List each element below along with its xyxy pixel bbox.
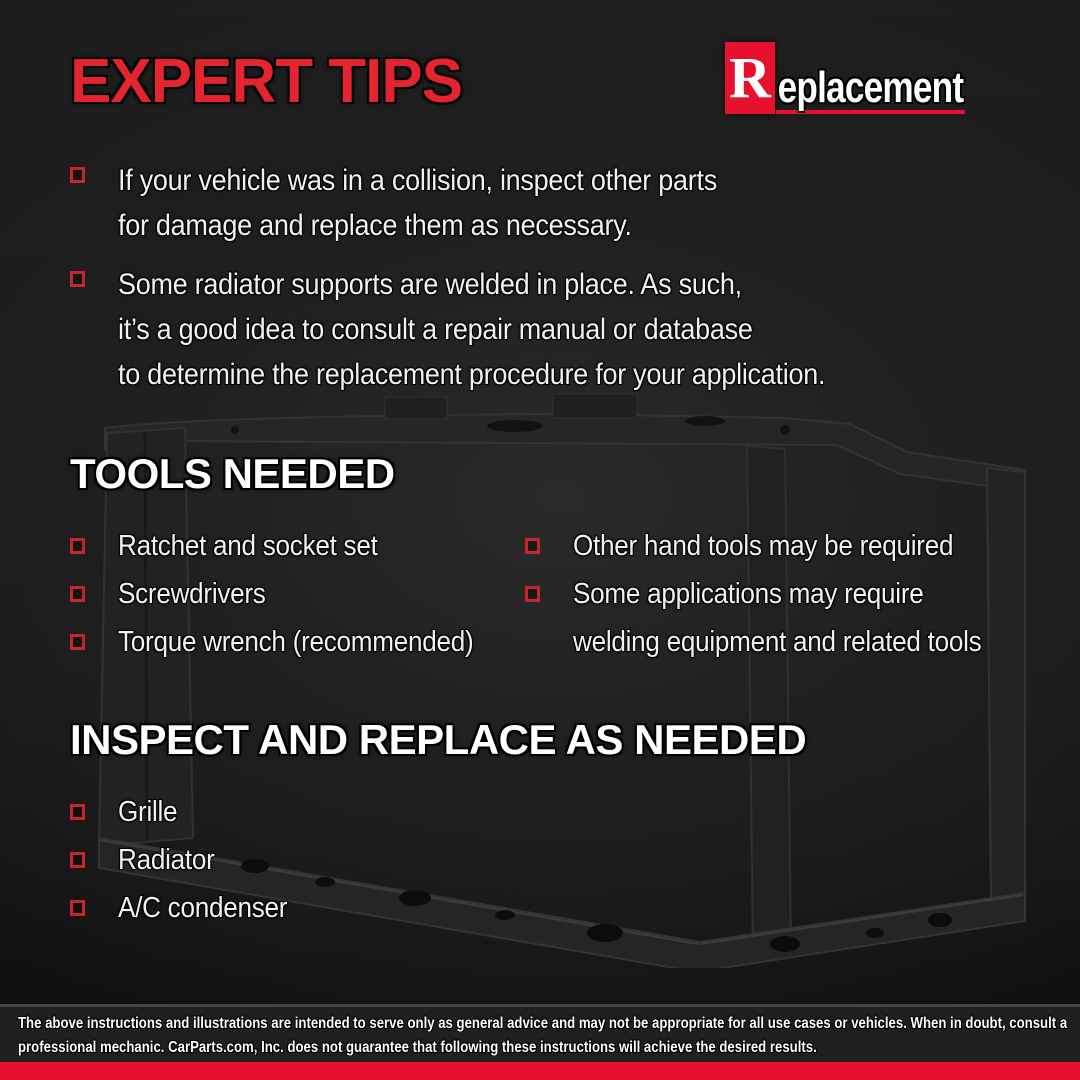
inspect-item xyxy=(70,884,306,932)
tool-item xyxy=(525,570,1040,618)
tool-item xyxy=(70,522,525,570)
inspect-item xyxy=(70,788,306,836)
tools-column-left xyxy=(70,522,525,666)
replacement-logo xyxy=(725,42,1012,114)
bullet-square-icon xyxy=(70,634,85,650)
replacement-logo-r: R xyxy=(728,45,771,110)
bullet-square-icon xyxy=(70,538,85,554)
bullet-square-icon xyxy=(525,538,540,554)
disclaimer-text-line: The above instructions and illustrations are intended to serve only as general advice and may not be appropriate for all use cases or vehicles. When in doubt, consult a xyxy=(18,1015,1068,1032)
tool-label: Screwdrivers xyxy=(118,578,266,610)
tool-label: Torque wrench (recommended) xyxy=(118,626,474,658)
tips-list xyxy=(70,158,904,411)
replacement-logo-r-box xyxy=(725,42,775,114)
tool-item xyxy=(70,618,525,666)
bullet-square-icon xyxy=(70,804,85,820)
tool-item-continuation xyxy=(573,618,1040,666)
tip-item xyxy=(70,158,904,248)
tools-column-right xyxy=(525,522,1040,666)
bottom-accent-bar xyxy=(0,1062,1080,1080)
tip-line: it’s a good idea to consult a repair manual or database xyxy=(118,313,753,346)
bullet-square-icon xyxy=(70,586,85,602)
replacement-logo-text: eplacement xyxy=(776,70,965,114)
tip-item xyxy=(70,262,904,397)
inspect-item xyxy=(70,836,306,884)
page-title: EXPERT TIPS xyxy=(70,47,463,116)
bullet-square-icon xyxy=(525,586,540,602)
tool-label: Some applications may require xyxy=(573,578,924,610)
tool-label: welding equipment and related tools xyxy=(573,626,982,658)
tip-line: to determine the replacement procedure for your application. xyxy=(118,358,826,391)
inspect-label: Radiator xyxy=(118,844,215,876)
bullet-square-icon xyxy=(70,852,85,868)
tip-line: If your vehicle was in a collision, inspect other parts xyxy=(118,164,717,197)
tool-label: Other hand tools may be required xyxy=(573,530,954,562)
bullet-square-icon xyxy=(70,900,85,916)
inspect-replace-heading: INSPECT AND REPLACE AS NEEDED xyxy=(70,716,807,763)
tool-item xyxy=(70,570,525,618)
tools-needed-list xyxy=(70,522,1040,666)
tool-label: Ratchet and socket set xyxy=(118,530,378,562)
tool-item xyxy=(525,522,1040,570)
bullet-square-icon xyxy=(70,167,85,183)
inspect-label: Grille xyxy=(118,796,178,828)
disclaimer-text-line: professional mechanic. CarParts.com, Inc. does not guarantee that following these instructions will achieve the desired results. xyxy=(18,1039,817,1056)
disclaimer-band xyxy=(0,1004,1080,1062)
inspect-replace-list xyxy=(70,788,306,932)
inspect-label: A/C condenser xyxy=(118,892,288,924)
tip-line: for damage and replace them as necessary. xyxy=(118,209,632,242)
tools-needed-heading: TOOLS NEEDED xyxy=(70,450,395,497)
bullet-square-icon xyxy=(70,271,85,287)
tip-line: Some radiator supports are welded in place. As such, xyxy=(118,268,742,301)
